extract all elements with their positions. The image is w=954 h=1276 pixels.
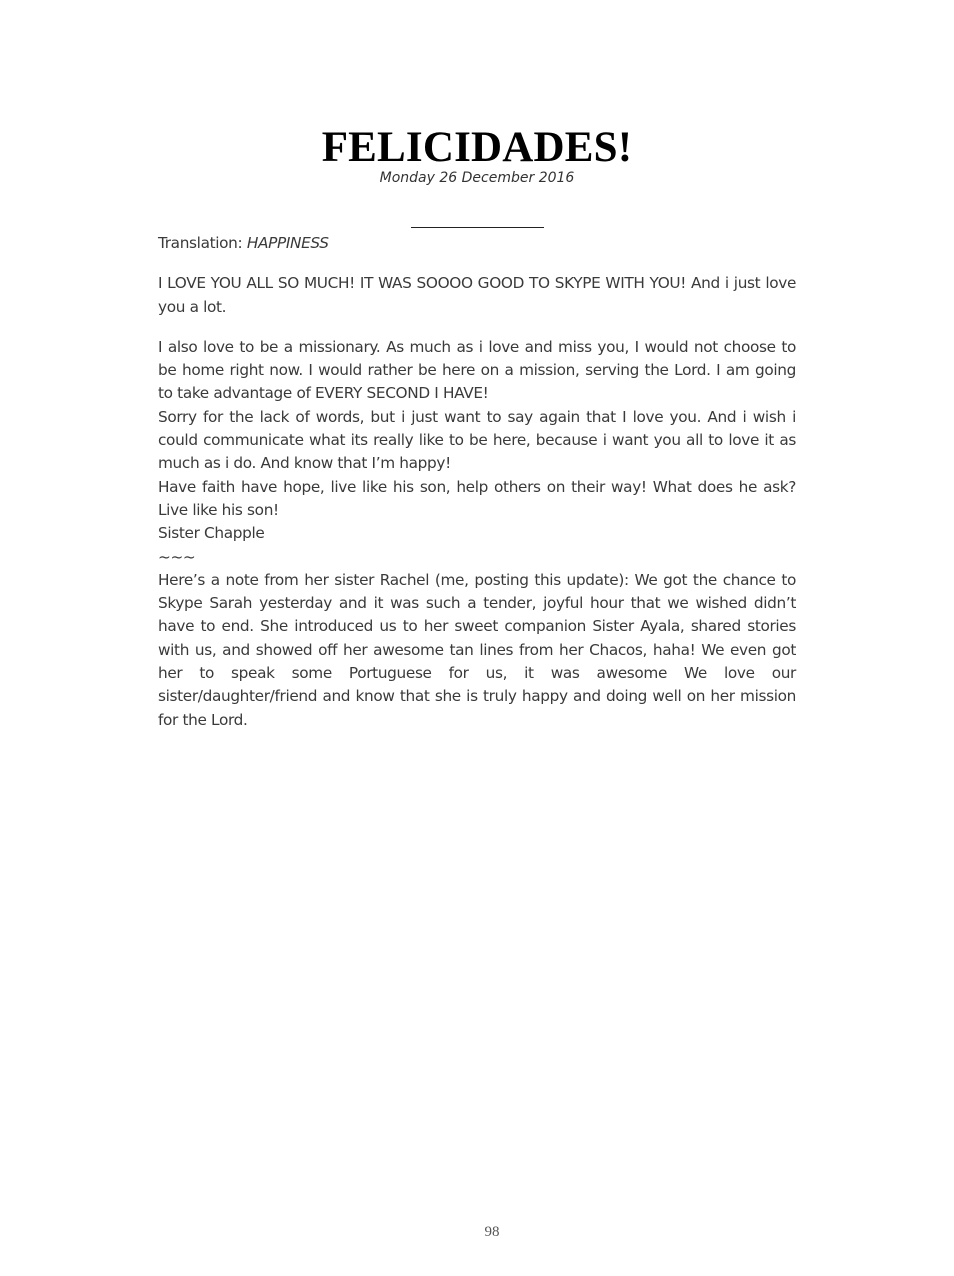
paragraph-2: I also love to be a missionary. As much as i love and miss you, I would not choose to be home right now. I would rather be here on a mission, serving the Lord. I am going to take advantage of EVERY SECOND I HAVE! bbox=[158, 337, 796, 403]
paragraph-4: Have faith have hope, live like his son, help others on their way! What does he ask? Live like his son! bbox=[158, 477, 796, 519]
page-number: 98 bbox=[484, 1224, 500, 1240]
article-body bbox=[158, 232, 796, 732]
translation-label: Translation: bbox=[158, 234, 247, 252]
page-title: FELICIDADES! bbox=[321, 124, 633, 171]
paragraph-1: I LOVE YOU ALL SO MUCH! IT WAS SOOOO GOOD TO SKYPE WITH YOU! And i just love you a lot. bbox=[158, 274, 796, 316]
translation-line bbox=[158, 232, 796, 255]
signature: Sister Chapple bbox=[158, 524, 265, 543]
paragraph-3: Sorry for the lack of words, but i just want to say again that I love you. And i wish i could communicate what its really like to be here, because i want you all to love it as much as i do. And know that I’m happy! bbox=[158, 407, 796, 473]
title-divider bbox=[411, 227, 544, 228]
translation-value: HAPPINESS bbox=[246, 234, 329, 252]
paragraph-5: Here’s a note from her sister Rachel (me, posting this update): We got the chance to Skype Sarah yesterday and it was such a tender, joyful hour that we wished didn’t have to end. She introduced us to her sweet companion Sister Ayala, shared stories with us, and showed off her awesome tan lines from her Chacos, haha! We even got her to speak some Portuguese for us, it was awesome We love our sister/daughter/friend and know that she is truly happy and doing well on her mission for the Lord. bbox=[158, 570, 796, 729]
post-date: Monday 26 December 2016 bbox=[379, 170, 575, 186]
section-separator: ~~~ bbox=[158, 547, 196, 566]
